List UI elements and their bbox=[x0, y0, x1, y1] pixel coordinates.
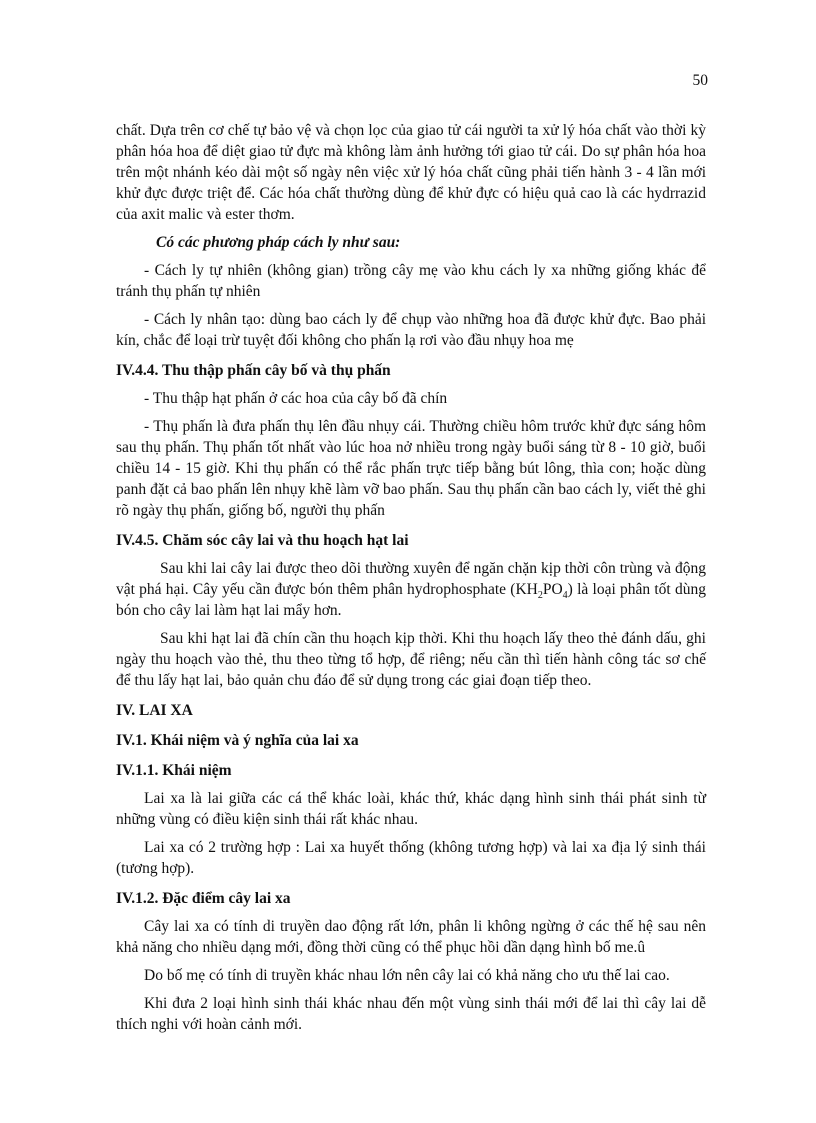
paragraph: Lai xa có 2 trường hợp : Lai xa huyết thống (không tương hợp) và lai xa địa lý sinh thái (tương hợp). bbox=[116, 839, 706, 877]
section-heading: IV. LAI XA bbox=[116, 702, 193, 719]
section-heading: IV.1.1. Khái niệm bbox=[116, 762, 232, 779]
formula-subscript: 4 bbox=[562, 590, 568, 602]
paragraph: Khi đưa 2 loại hình sinh thái khác nhau đến một vùng sinh thái mới để lai thì cây lai dễ thích nghi với hoàn cảnh mới. bbox=[116, 995, 706, 1033]
section-heading: IV.1. Khái niệm và ý nghĩa của lai xa bbox=[116, 732, 359, 749]
paragraph-text: Sau khi lai cây lai được theo dõi thường xuyên để ngăn chặn kịp thời côn trùng và động vật phá hại. Cây yếu cần được bón thêm phân hydrophosphate ( bbox=[116, 560, 706, 598]
formula-subscript: 2 bbox=[537, 590, 543, 602]
formula-part: KH bbox=[515, 581, 538, 598]
paragraph-text: ) là loại phân tốt dùng bón cho cây lai làm hạt lai mẩy hơn. bbox=[116, 581, 706, 619]
paragraph: Sau khi hạt lai đã chín cần thu hoạch kịp thời. Khi thu hoạch lấy theo thẻ đánh dấu, ghi ngày thu hoạch vào thẻ, thu theo từng tổ hợp, để riêng; nếu cần thì tiến hành công tác sơ chế để thu lấy hạt lai, bảo quản chu đáo để sử dụng trong các giai đoạn tiếp theo. bbox=[116, 630, 706, 689]
paragraph bbox=[116, 558, 706, 621]
paragraph: Lai xa là lai giữa các cá thể khác loài, khác thứ, khác dạng hình sinh thái phát sinh từ những vùng có điều kiện sinh thái rất khác nhau. bbox=[116, 790, 706, 828]
paragraph: chất. Dựa trên cơ chế tự bảo vệ và chọn lọc của giao tử cái người ta xử lý hóa chất vào thời kỳ phân hóa hoa để diệt giao tử đực mà không làm ảnh hưởng tới giao tử cái. Do sự phân hóa hoa trên một nhánh kéo dài một số ngày nên việc xử lý hóa chất cũng phải tiến hành 3 - 4 lần mới khử đực được triệt để. Các hóa chất thường dùng để khử đực có hiệu quả cao là các hydrrazid của axit malic và ester thơm. bbox=[116, 122, 706, 223]
paragraph: Cây lai xa có tính di truyền dao động rất lớn, phân li không ngừng ở các thế hệ sau nên khả năng cho nhiều dạng mới, đồng thời cũng có thể phục hồi dần dạng hình bố me.û bbox=[116, 918, 706, 956]
section-heading: IV.4.4. Thu thập phấn cây bố và thụ phấn bbox=[116, 362, 391, 379]
page-number: 50 bbox=[692, 72, 708, 89]
paragraph: Do bố mẹ có tính di truyền khác nhau lớn nên cây lai có khả năng cho ưu thế lai cao. bbox=[144, 967, 670, 984]
paragraph: - Cách ly tự nhiên (không gian) trồng cây mẹ vào khu cách ly xa những giống khác để tránh thụ phấn tự nhiên bbox=[116, 262, 706, 300]
paragraph: - Thụ phấn là đưa phấn thụ lên đầu nhụy cái. Thường chiều hôm trước khử đực sáng hôm sau thụ phấn. Thụ phấn tốt nhất vào lúc hoa nở nhiều trong ngày buổi sáng từ 8 - 10 giờ, buổi chiều 14 - 15 giờ. Khi thụ phấn có thể rắc phấn trực tiếp bằng bút lông, thìa con; hoặc dùng panh đặt cả bao phấn lên nhụy khẽ làm vỡ bao phấn. Sau thụ phấn cần bao cách ly, viết thẻ ghi rõ ngày thụ phấn, giống bố, người thụ phấn bbox=[116, 418, 706, 519]
section-heading: IV.1.2. Đặc điểm cây lai xa bbox=[116, 890, 291, 907]
paragraph: - Cách ly nhân tạo: dùng bao cách ly để chụp vào những hoa đã được khử đực. Bao phải kín, chắc để loại trừ tuyệt đối không cho phấn lạ rơi vào đầu nhụy hoa mẹ bbox=[116, 311, 706, 349]
subsection-lead: Có các phương pháp cách ly như sau: bbox=[156, 234, 401, 251]
formula-part: PO bbox=[542, 581, 563, 598]
page-content bbox=[116, 120, 706, 1035]
paragraph: - Thu thập hạt phấn ở các hoa của cây bố đã chín bbox=[144, 390, 448, 407]
section-heading: IV.4.5. Chăm sóc cây lai và thu hoạch hạt lai bbox=[116, 532, 409, 549]
